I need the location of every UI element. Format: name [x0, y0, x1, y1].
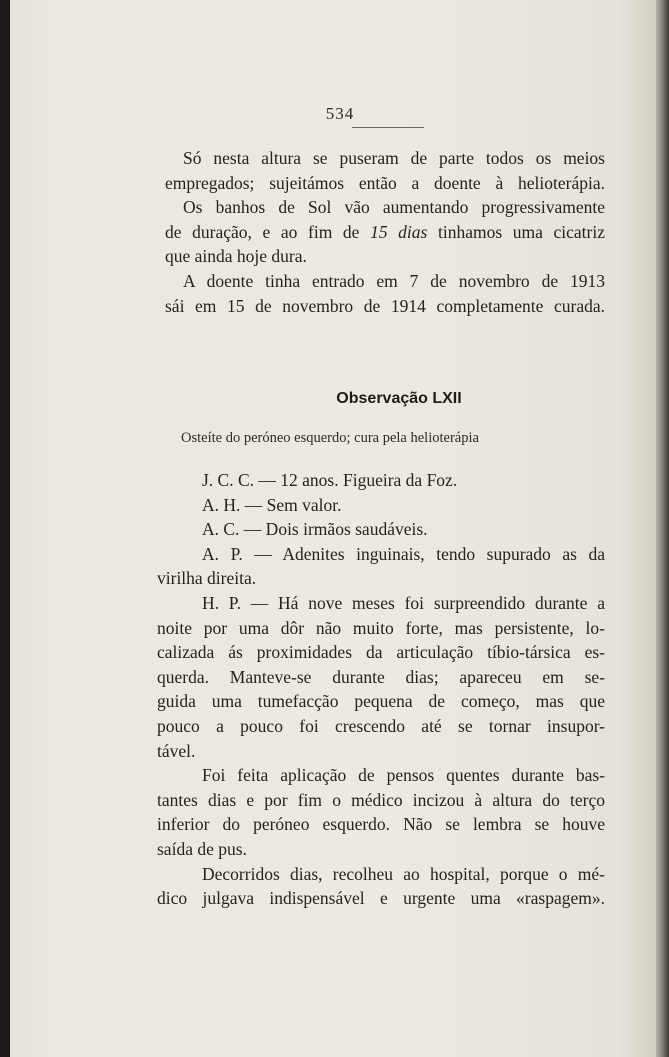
paragraph-line: tável.	[157, 740, 196, 761]
paragraph-line: A doente tinha entrado em 7 de novembro de 1913	[183, 270, 605, 291]
paragraph-line: Os banhos de Sol vão aumentando progressivamente	[183, 197, 605, 218]
observation-heading: Observação LXII	[336, 390, 462, 407]
case-block	[157, 468, 605, 911]
book-page	[10, 0, 656, 1057]
paragraph-line: querda. Manteve-se durante dias; apareceu em se-	[157, 666, 605, 687]
paragraph-line: calizada ás proximidades da articulação tíbio-társica es-	[157, 642, 605, 663]
page-number-rule	[352, 127, 424, 128]
paragraph-line: virilha direita.	[157, 568, 257, 589]
case-line-jcc	[165, 468, 605, 493]
observation-subtitle: Osteíte do peróneo esquerdo; cura pela helioterápia	[181, 430, 479, 446]
paragraph-line: tantes dias e por fim o médico incizou à altura do terço	[157, 789, 605, 810]
case-line-ac	[165, 517, 605, 542]
paragraph-line: sái em 15 de novembro de 1914 completamente curada.	[165, 295, 605, 316]
paragraph-line: Só nesta altura se puseram de parte todos os meios	[183, 148, 605, 168]
page-edge-shadow	[656, 0, 669, 1057]
paragraph-line: inferior do peróneo esquerdo. Não se lembra se houve	[157, 814, 605, 835]
case-line-hp: H. P. — Há nove meses foi surpreendido durante a	[202, 592, 605, 613]
case-text: J. C. C. — 12 anos. Figueira da Foz.	[202, 470, 458, 490]
paragraph-line: pouco a pouco foi crescendo até se tornar insupor-	[157, 715, 605, 736]
paragraph-line: guida uma tumefacção pequena de começo, mas que	[157, 691, 605, 712]
paragraph-line: empregados; sujeitámos então a doente à helioterápia.	[165, 172, 605, 193]
paragraph-line: saída de pus.	[157, 838, 247, 859]
emphasis-text: 15 dias	[370, 221, 428, 242]
text-run: de duração, e ao fim de	[165, 221, 371, 242]
case-line-ap: A. P. — Adenites inguinais, tendo supurado as da	[202, 543, 605, 564]
case-text: A. H. — Sem valor.	[202, 494, 342, 515]
text-run: tinhamos uma cicatriz	[427, 221, 605, 242]
paragraph-line: Foi feita aplicação de pensos quentes durante bas-	[202, 765, 605, 786]
paragraph-line: que ainda hoje dura.	[165, 246, 307, 267]
top-paragraphs	[165, 146, 605, 318]
paragraph-line-with-emphasis	[165, 220, 605, 245]
paragraph-line: dico julgava indispensável e urgente uma «raspagem».	[157, 888, 605, 909]
case-text: A. C. — Dois irmãos saudáveis.	[202, 519, 428, 540]
paragraph-line: noite por uma dôr não muito forte, mas persistente, lo-	[157, 617, 605, 638]
page-number: 534	[325, 104, 355, 123]
paragraph-line: Decorridos dias, recolheu ao hospital, porque o mé-	[202, 863, 605, 884]
case-line-ah	[165, 493, 605, 518]
